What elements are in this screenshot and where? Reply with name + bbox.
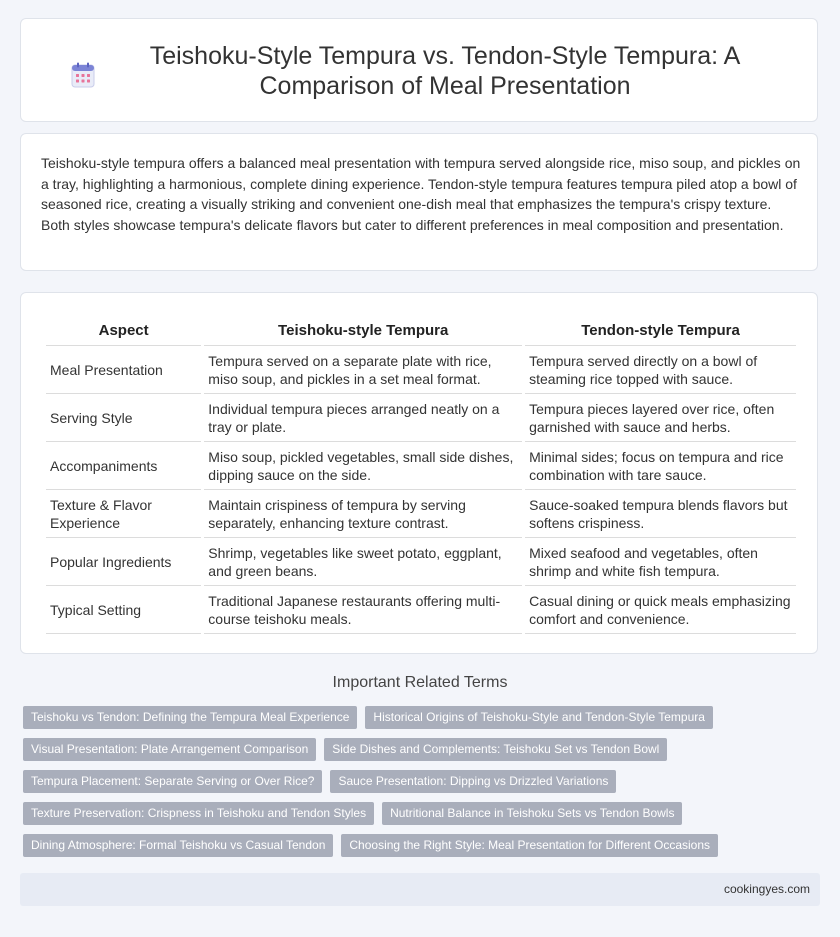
row-aspect: Popular Ingredients — [46, 538, 201, 586]
row-tendon: Mixed seafood and vegetables, often shrimp and white fish tempura. — [525, 538, 796, 586]
intro-paragraph: Teishoku-style tempura offers a balanced meal presentation with tempura served alongside rice, miso soup, and pickles on a tray, highlighting a harmonious, complete dining experience. Tendon-style tempura features tempura piled atop a bowl of seasoned rice, creating a visually striking and convenient one-dish meal that emphasizes the tempura's crispy texture. Both styles showcase tempura's delicate flavors but cater to different preferences in meal composition and presentation. — [41, 155, 801, 233]
comparison-table — [43, 313, 799, 634]
related-term-tag[interactable]: Choosing the Right Style: Meal Presentation for Different Occasions — [341, 834, 718, 857]
related-terms-title: Important Related Terms — [332, 674, 508, 691]
table-header-row — [46, 313, 796, 346]
title-card — [20, 18, 818, 122]
comparison-table-card — [20, 292, 818, 654]
row-teishoku: Individual tempura pieces arranged neatly on a tray or plate. — [204, 394, 522, 442]
table-row — [46, 442, 796, 490]
footer — [20, 873, 820, 906]
related-term-tag[interactable]: Tempura Placement: Separate Serving or Over Rice? — [23, 770, 322, 793]
row-aspect: Typical Setting — [46, 586, 201, 634]
related-term-tag[interactable]: Dining Atmosphere: Formal Teishoku vs Casual Tendon — [23, 834, 333, 857]
row-teishoku: Traditional Japanese restaurants offering multi-course teishoku meals. — [204, 586, 522, 634]
row-tendon: Sauce-soaked tempura blends flavors but softens crispiness. — [525, 490, 796, 538]
related-term-tag[interactable]: Texture Preservation: Crispness in Teishoku and Tendon Styles — [23, 802, 374, 825]
table-row — [46, 586, 796, 634]
table-row — [46, 490, 796, 538]
header-teishoku: Teishoku-style Tempura — [204, 313, 522, 346]
row-teishoku: Shrimp, vegetables like sweet potato, eggplant, and green beans. — [204, 538, 522, 586]
related-term-tag[interactable]: Teishoku vs Tendon: Defining the Tempura Meal Experience — [23, 706, 357, 729]
intro-card — [20, 133, 818, 271]
page-title: Teishoku-Style Tempura vs. Tendon-Style Tempura: A Comparison of Meal Presentation — [149, 42, 741, 100]
table-row — [46, 538, 796, 586]
header-aspect: Aspect — [46, 313, 201, 346]
related-term-tag[interactable]: Historical Origins of Teishoku-Style and Tendon-Style Tempura — [365, 706, 713, 729]
row-teishoku: Miso soup, pickled vegetables, small side dishes, dipping sauce on the side. — [204, 442, 522, 490]
related-term-tag[interactable]: Side Dishes and Complements: Teishoku Set vs Tendon Bowl — [324, 738, 667, 761]
row-aspect: Accompaniments — [46, 442, 201, 490]
row-aspect: Serving Style — [46, 394, 201, 442]
row-tendon: Minimal sides; focus on tempura and rice combination with tare sauce. — [525, 442, 796, 490]
table-row — [46, 346, 796, 394]
calendar-icon — [71, 62, 95, 88]
related-term-tag[interactable]: Nutritional Balance in Teishoku Sets vs Tendon Bowls — [382, 802, 682, 825]
row-teishoku: Maintain crispiness of tempura by serving separately, enhancing texture contrast. — [204, 490, 522, 538]
row-tendon: Tempura pieces layered over rice, often garnished with sauce and herbs. — [525, 394, 796, 442]
row-aspect: Texture & Flavor Experience — [46, 490, 201, 538]
footer-site[interactable]: cookingyes.com — [723, 882, 810, 896]
row-tendon: Casual dining or quick meals emphasizing comfort and convenience. — [525, 586, 796, 634]
related-term-tag[interactable]: Visual Presentation: Plate Arrangement Comparison — [23, 738, 316, 761]
row-teishoku: Tempura served on a separate plate with rice, miso soup, and pickles in a set meal format. — [204, 346, 522, 394]
related-terms-list — [23, 706, 813, 866]
header-tendon: Tendon-style Tempura — [525, 313, 796, 346]
row-tendon: Tempura served directly on a bowl of steaming rice topped with sauce. — [525, 346, 796, 394]
table-row — [46, 394, 796, 442]
related-term-tag[interactable]: Sauce Presentation: Dipping vs Drizzled Variations — [330, 770, 616, 793]
row-aspect: Meal Presentation — [46, 346, 201, 394]
